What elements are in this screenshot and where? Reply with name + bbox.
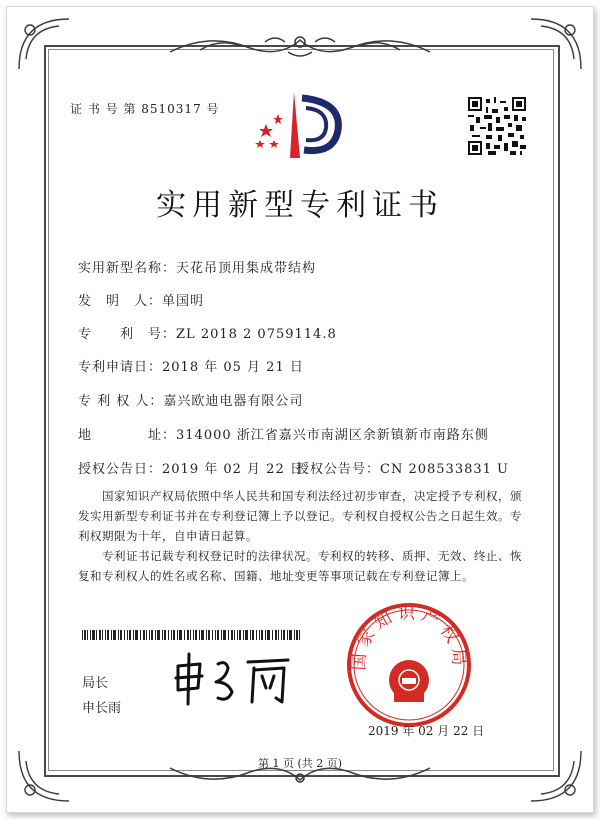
official-seal-icon [344,600,474,730]
inventor-label: 发 明 人： [78,294,163,309]
grant-number-row [296,458,509,477]
director-title: 局长 [82,676,109,691]
director-name: 申长雨 [82,701,122,716]
patent-number-value: ZL 2018 2 0759114.8 [176,327,337,342]
inventor-row [78,290,204,309]
name-value: 天花吊顶用集成带结构 [176,261,317,276]
top-ornament-icon [170,30,430,60]
certificate-number: 证 书 号 第 8510317 号 [70,102,220,116]
corner-ornament-top-right-icon [526,14,586,74]
seal-date: 2019 年 02 月 22 日 [368,724,485,738]
body-paragraph-1: 国家知识产权局依照中华人民共和国专利法经过初步审查，决定授予专利权，颁发实用新型专利证书并在专利登记簿上予以登记。专利权自授权公告之日起生效。专利权期限为十年，自申请日起算。 [78,489,522,543]
inventor-value: 单国明 [162,294,205,309]
grant-date-label: 授权公告日： [78,462,163,477]
filing-date-value: 2018 年 05 月 21 日 [162,360,304,375]
corner-ornament-top-left-icon [14,14,74,74]
patentee-row [78,390,303,409]
address-label: 地 址： [78,428,177,443]
patentee-label: 专 利 权 人： [78,394,164,409]
cnipa-logo-icon [252,88,352,168]
filing-date-label: 专利申请日： [78,360,163,375]
grant-date-value: 2019 年 02 月 22 日 [162,462,304,477]
barcode-icon [82,630,300,640]
qr-code-icon [468,97,526,155]
grant-number-value: CN 208533831 U [380,462,509,477]
patent-number-label: 专 利 号： [78,327,177,342]
filing-date-row [78,356,304,375]
certificate-title: 实用新型专利证书 [156,188,444,223]
address-value: 314000 浙江省嘉兴市南湖区余新镇新市南路东侧 [176,428,489,443]
handwritten-signature-icon [170,648,310,708]
utility-model-name-row [78,257,316,276]
seal-text: 国家知识产权局 [349,603,469,672]
address-row [78,424,489,443]
patentee-value: 嘉兴欧迪电器有限公司 [163,394,304,409]
patent-number-row [78,323,337,342]
grant-date-row [78,458,304,477]
grant-number-label: 授权公告号： [296,462,381,477]
body-paragraph-2: 专利证书记载专利权登记时的法律状况。专利权的转移、质押、无效、终止、恢复和专利权人的姓名或名称、国籍、地址变更等事项记载在专利登记簿上。 [78,549,522,583]
page-number: 第 1 页 (共 2 页) [257,757,343,770]
name-label: 实用新型名称： [78,261,177,276]
